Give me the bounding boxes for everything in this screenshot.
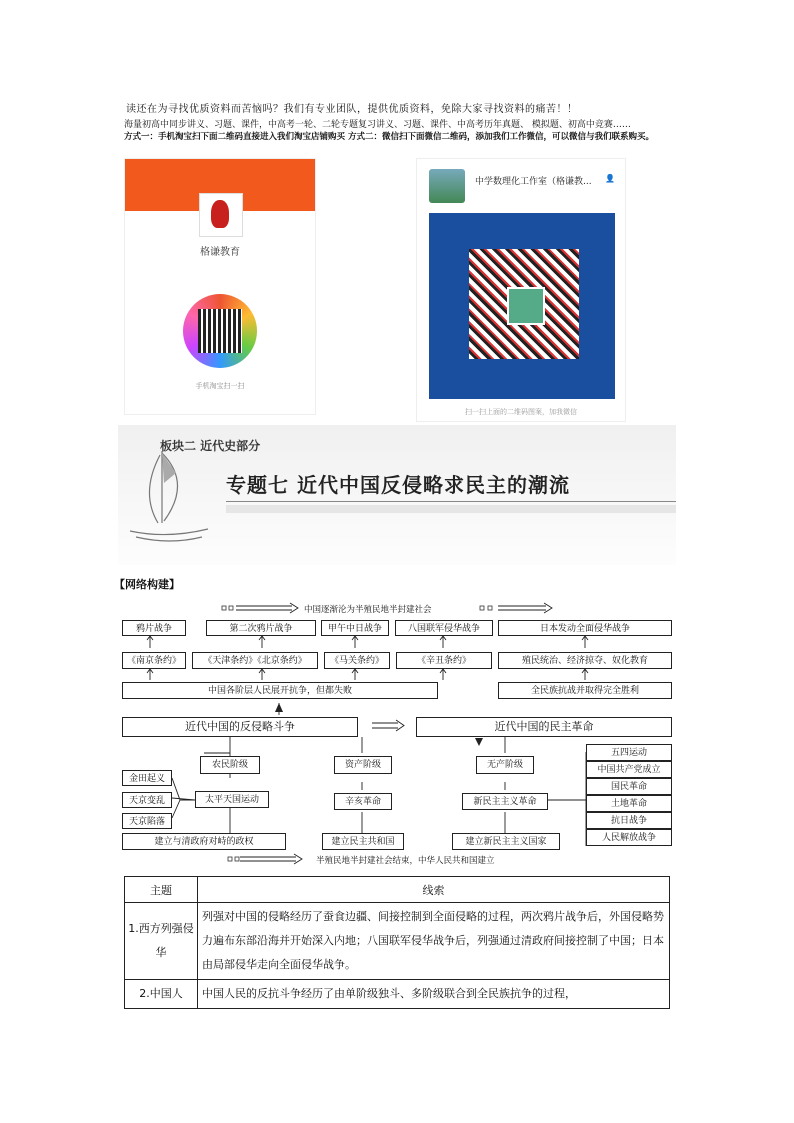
regime-box-2: 建立民主共和国 bbox=[322, 833, 404, 850]
seal-icon bbox=[211, 200, 229, 228]
clue-table bbox=[124, 876, 670, 1009]
treaty-box-2: 《天津条约》《北京条约》 bbox=[192, 652, 318, 669]
row-subject: 1.西方列强侵华 bbox=[125, 903, 198, 980]
sailboat-icon bbox=[122, 443, 212, 548]
war-box-5: 日本发动全面侵华战争 bbox=[498, 620, 672, 636]
taiping-box: 太平天国运动 bbox=[195, 791, 269, 808]
list-item-1: 五四运动 bbox=[586, 744, 672, 761]
section-heading: 【网络构建】 bbox=[114, 578, 180, 591]
shop-caption: 手机淘宝扫一扫 bbox=[195, 382, 245, 390]
row-text: 中国人民的反抗斗争经历了由单阶级独斗、多阶级联合到全民族抗争的过程， bbox=[198, 980, 670, 1009]
wechat-qr-panel bbox=[429, 213, 615, 399]
ad-line-1: 读还在为寻找优质资料而苦恼吗？我们有专业团队，提供优质资料，免除大家寻找资料的痛苦！！ bbox=[126, 104, 578, 115]
qr-code-icon bbox=[198, 309, 242, 353]
treaty-box-4: 《辛丑条约》 bbox=[396, 652, 492, 669]
treaty-box-5: 殖民统治、经济掠夺、奴化教育 bbox=[498, 652, 672, 669]
header-clue: 线索 bbox=[198, 877, 670, 903]
wechat-caption: 扫一扫上面的二维码图案，加我微信 bbox=[465, 408, 577, 416]
top-caption: 中国逐渐沦为半殖民地半封建社会 bbox=[304, 605, 432, 615]
class-peasant: 农民阶级 bbox=[200, 756, 260, 774]
war-box-4: 八国联军侵华战争 bbox=[395, 620, 493, 636]
regime-box-1: 建立与清政府对峙的政权 bbox=[122, 833, 286, 850]
list-item-4: 土地革命 bbox=[586, 795, 672, 812]
war-box-2: 第二次鸦片战争 bbox=[206, 620, 316, 636]
class-bourgeois: 资产阶级 bbox=[334, 756, 392, 774]
title-underline bbox=[226, 501, 676, 502]
new-democracy-box: 新民主主义革命 bbox=[462, 793, 548, 810]
row-text: 列强对中国的侵略经历了蚕食边疆、间接控制到全面侵略的过程，两次鸦片战争后，外国侵略势力遍布东部沿海并开始深入内地；八国联军侵华战争后，列强通过清政府间接控制了中国；日本由局部侵华走向全面侵华战争。 bbox=[198, 903, 670, 980]
row-subject: 2.中国人 bbox=[125, 980, 198, 1009]
wechat-title: 中学数理化工作室（格谦教... bbox=[475, 177, 592, 187]
bottom-caption: 半殖民地半封建社会结束，中华人民共和国建立 bbox=[316, 856, 495, 866]
war-box-3: 甲午中日战争 bbox=[321, 620, 389, 636]
table-row bbox=[125, 903, 670, 980]
chapter-title: 专题七 近代中国反侵略求民主的潮流 bbox=[226, 473, 570, 497]
wechat-card bbox=[416, 158, 626, 422]
regime-box-3: 建立新民主主义国家 bbox=[452, 833, 560, 850]
ad-line-3: 方式一：手机淘宝扫下面二维码直接进入我们淘宝店铺购买 方式二：微信扫下面微信二维码，添加我们工作微信，可以微信与我们联系购买。 bbox=[124, 132, 654, 142]
taobao-qr-code[interactable] bbox=[183, 294, 257, 368]
table-row bbox=[125, 980, 670, 1009]
header-subject: 主题 bbox=[125, 877, 198, 903]
event-tianjing-fall: 天京陷落 bbox=[122, 813, 172, 829]
list-item-2: 中国共产党成立 bbox=[586, 761, 672, 778]
shop-logo bbox=[199, 193, 243, 237]
democracy-box: 近代中国的民主革命 bbox=[416, 717, 672, 737]
list-item-3: 国民革命 bbox=[586, 778, 672, 795]
list-item-5: 抗日战争 bbox=[586, 812, 672, 829]
list-item-6: 人民解放战争 bbox=[586, 829, 672, 846]
resist-fail-box: 中国各阶层人民展开抗争，但都失败 bbox=[122, 682, 438, 699]
event-tianjing-turmoil: 天京变乱 bbox=[122, 792, 172, 808]
wechat-qr-code[interactable] bbox=[469, 249, 579, 359]
xinhai-box: 辛亥革命 bbox=[334, 793, 392, 810]
section-label: 板块二 近代史部分 bbox=[160, 439, 261, 453]
anti-invasion-box: 近代中国的反侵略斗争 bbox=[122, 717, 358, 737]
class-proletariat: 无产阶级 bbox=[476, 756, 534, 774]
wechat-avatar bbox=[429, 169, 465, 203]
qr-center-avatar bbox=[507, 287, 545, 325]
ad-line-2: 海量初高中同步讲义、习题、课件，中高考一轮、二轮专题复习讲义、习题、课件、中高考历年真题、 模拟题、初高中竞赛…… bbox=[124, 120, 631, 130]
resist-win-box: 全民族抗战并取得完全胜利 bbox=[498, 682, 672, 699]
chapter-banner bbox=[118, 425, 676, 565]
shop-name: 格谦教育 bbox=[200, 247, 240, 258]
treaty-box-1: 《南京条约》 bbox=[122, 652, 186, 669]
title-underline-shade bbox=[226, 505, 676, 513]
table-header-row bbox=[125, 877, 670, 903]
taobao-shop-card bbox=[124, 158, 316, 415]
person-icon: 👤 bbox=[605, 174, 615, 183]
war-box-1: 鸦片战争 bbox=[122, 620, 186, 636]
event-jintian: 金田起义 bbox=[122, 770, 172, 786]
treaty-box-3: 《马关条约》 bbox=[324, 652, 390, 669]
